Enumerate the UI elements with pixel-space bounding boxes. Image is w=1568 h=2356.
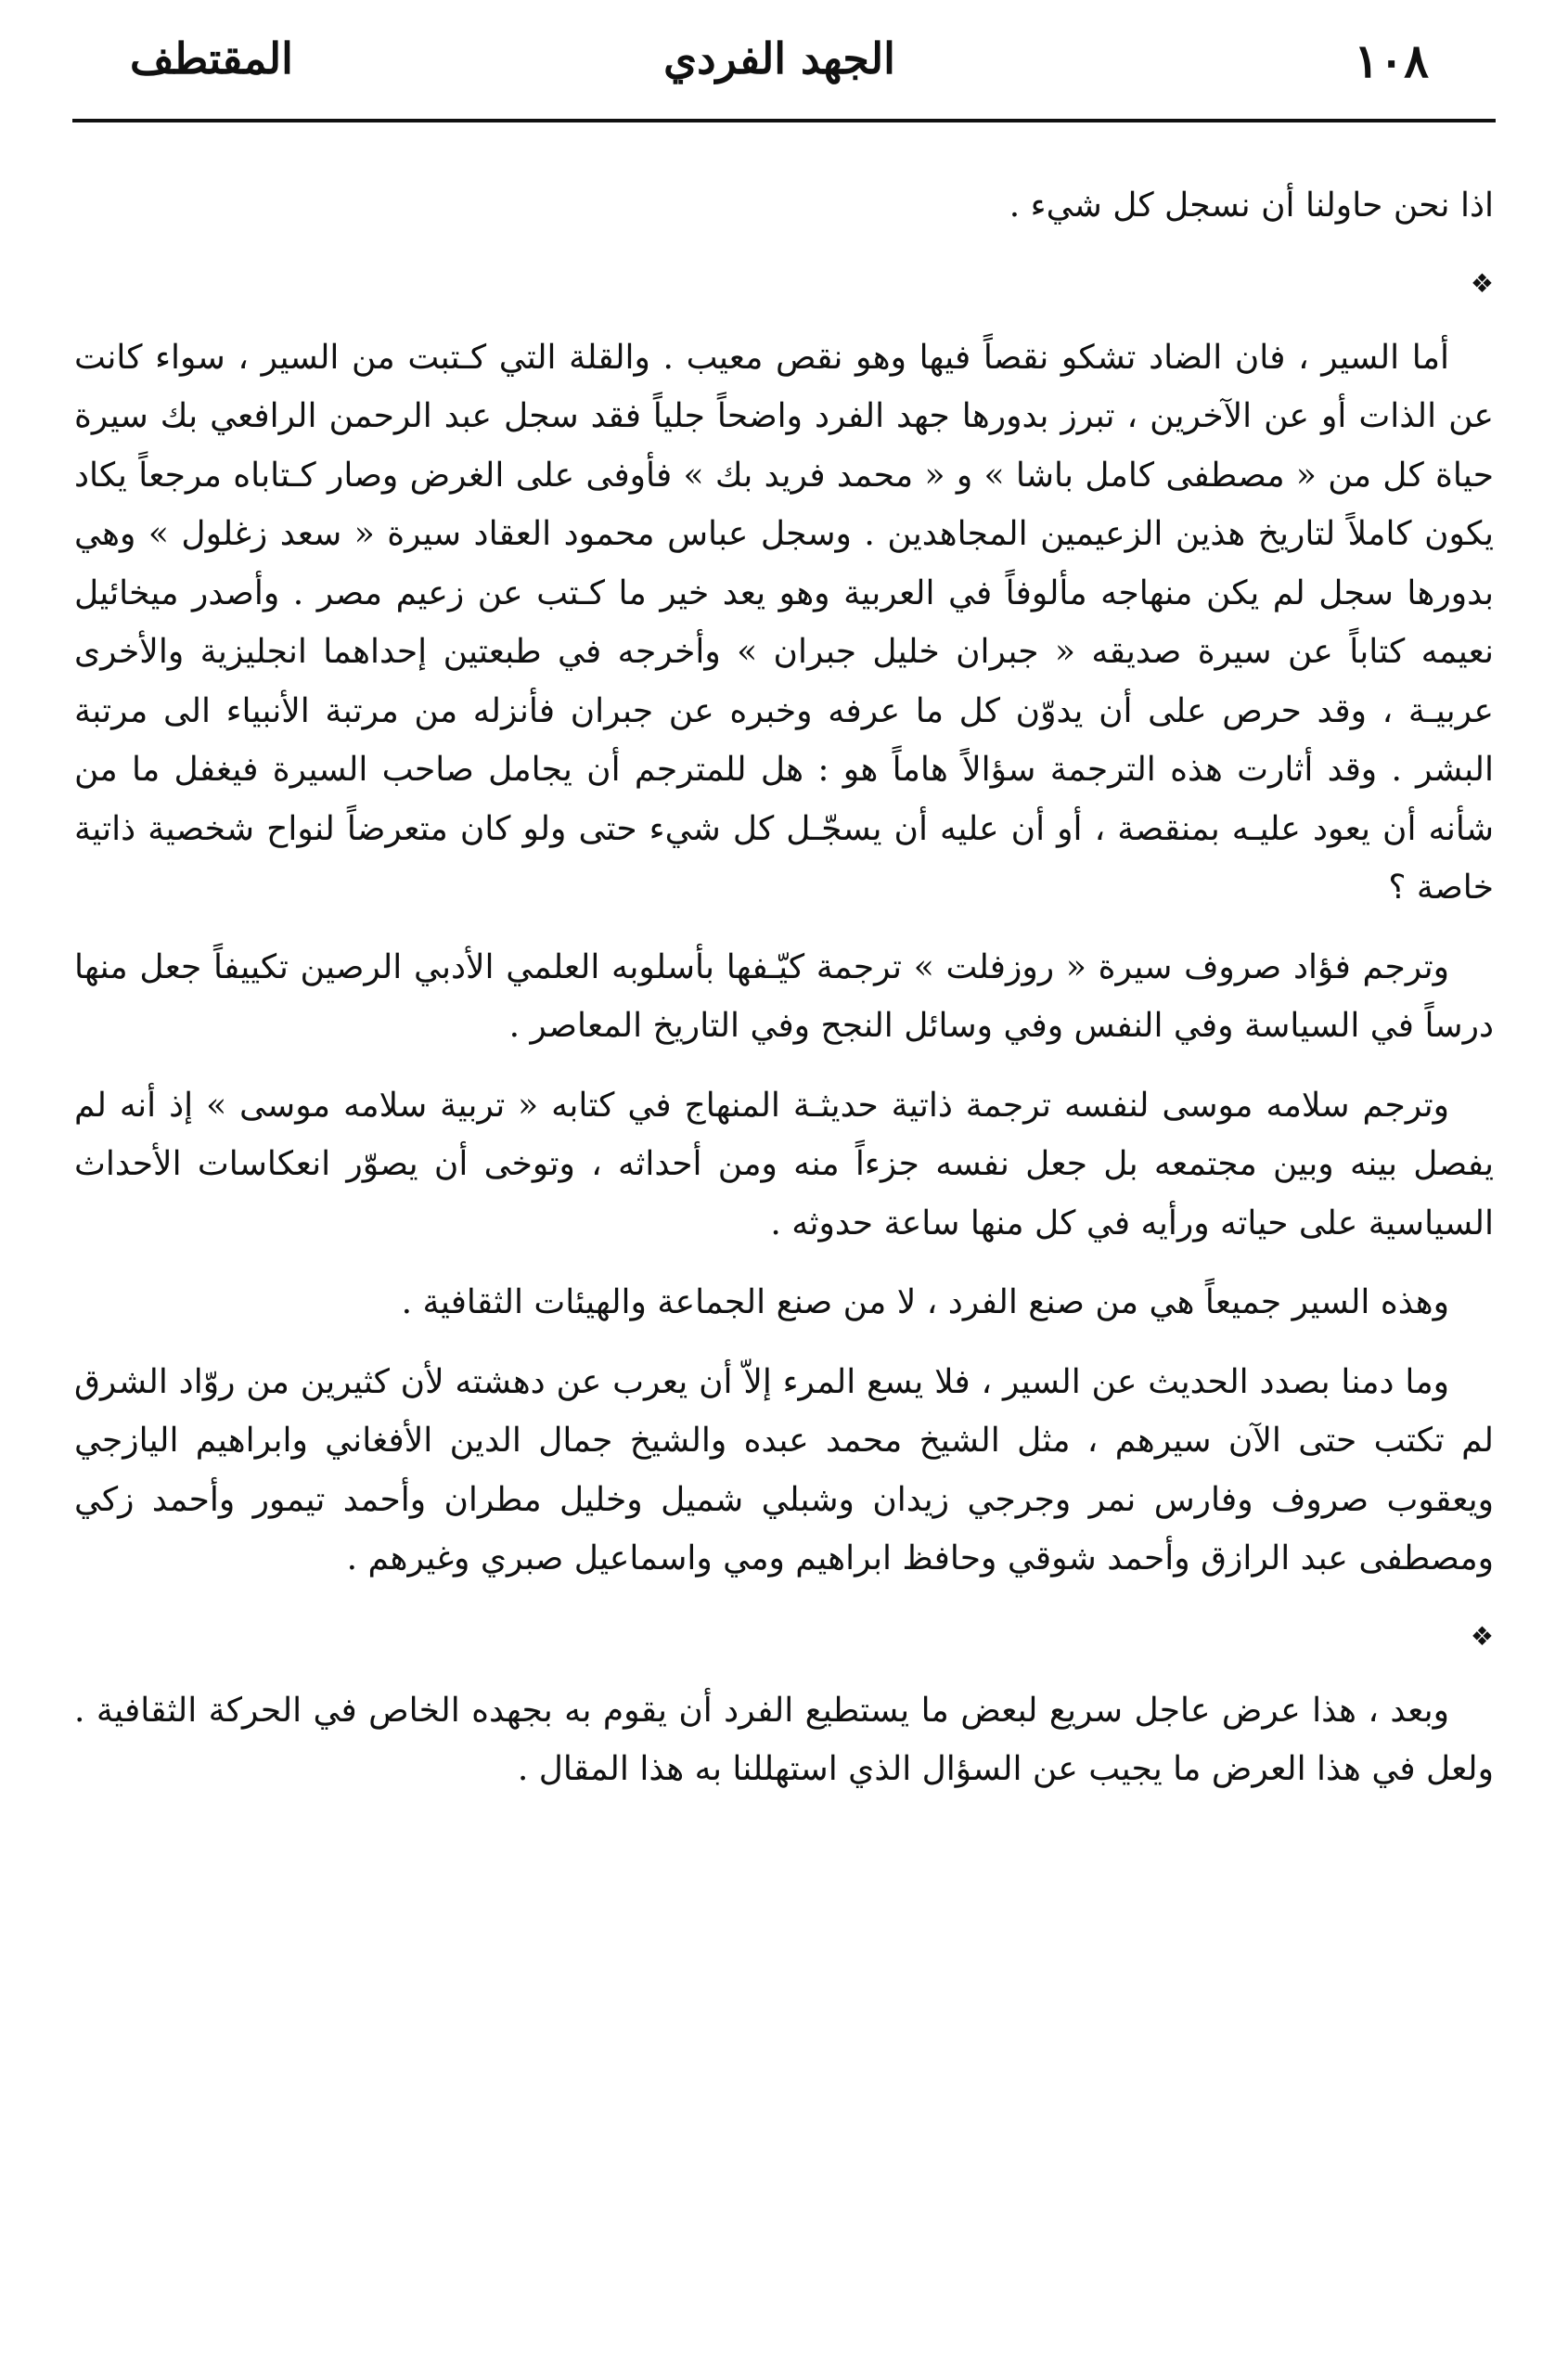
page-number: ١٠٨ [1354,33,1429,88]
paragraph-roosevelt: وترجم فؤاد صروف سيرة « روزفلت » ترجمة كيّـفها بأسلوبه العلمي الأدبي الرصين تكييفاً جعل منها درساً في السياسة وفي النفس وفي وسائل النجح وفي التاريخ المعاصر . [74,947,1494,1045]
article-body [74,176,1494,1820]
paragraph-individual-work: وهذه السير جميعاً هي من صنع الفرد ، لا من صنع الجماعة والهيئات الثقافية . [401,1283,1449,1321]
journal-name: المقتطف [130,33,293,84]
paragraph-salama-musa: وترجم سلامه موسى لنفسه ترجمة ذاتية حديثـة المنهاج في كتابه « تربية سلامه موسى » إذ أنه لم يفصل بينه وبين مجتمعه بل جعل نفسه جزءاً منه ومن أحداثه ، وتوخى أن يصوّر انعكاسات الأحداث السياسية على حياته ورأيه في كل منها ساعة حدوثه . [74,1086,1494,1242]
paragraph-unwritten-biographies: وما دمنا بصدد الحديث عن السير ، فلا يسع المرء إلاّ أن يعرب عن دهشته لأن كثيرين من روّاد الشرق لم تكتب حتى الآن سيرهم ، مثل الشيخ محمد عبده والشيخ جمال الدين الأفغاني وابراهيم اليازجي ويعقوب صروف وفارس نمر وجرجي زيدان وشبلي شميل وخليل مطران وأحمد تيمور وأحمد زكي ومصطفى عبد الرازق وأحمد شوقي وحافظ ابراهيم ومي واسماعيل صبري وغيرهم . [74,1362,1494,1577]
section-separator-ornament: ❖ [1470,267,1494,299]
running-header [130,33,1429,108]
section-separator-ornament: ❖ [1470,1620,1494,1652]
header-rule [72,119,1496,122]
paragraph-continuation: اذا نحن حاولنا أن نسجل كل شيء . [1009,187,1494,225]
paragraph-conclusion: وبعد ، هذا عرض عاجل سريع لبعض ما يستطيع الفرد أن يقوم به بجهده الخاص في الحركة الثقافية . ولعل في هذا العرض ما يجيب عن السؤال الذي استهللنا به هذا المقال . [74,1691,1494,1788]
paragraph-biographies: أما السير ، فان الضاد تشكو نقصاً فيها وهو نقص معيب . والقلة التي كـتبت من السير ، سواء كانت عن الذات أو عن الآخرين ، تبرز بدورها جهد الفرد واضحاً جلياً فقد سجل عبد الرحمن الرافعي بك سيرة حياة كل من « مصطفى كامل باشا » و « محمد فريد بك » فأوفى على الغرض وصار كـتاباه مرجعاً يكاد يكون كاملاً لتاريخ هذين الزعيمين المجاهدين . وسجل عباس محمود العقاد سيرة « سعد زغلول » وهي بدورها سجل لم يكن منهاجه مألوفاً في العربية وهو يعد خير ما كـتب عن زعيم مصر . وأصدر ميخائيل نعيمه كتاباً عن سيرة صديقه « جبران خليل جبران » وأخرجه في طبعتين إحداهما انجليزية والأخرى عربيـة ، وقد حرص على أن يدوّن كل ما عرفه وخبره عن جبران فأنزله من مرتبة الأنبياء الى مرتبة البشر . وقد أثارت هذه الترجمة سؤالاً هاماً هو : هل للمترجم أن يجامل صاحب السيرة فيغفل ما من شأنه أن يعود عليـه بمنقصة ، أو أن عليه أن يسجّـل كل شيء حتى ولو كان متعرضاً لنواح شخصية ذاتية خاصة ؟ [74,338,1494,907]
running-title: الجهد الفردي [663,33,895,84]
